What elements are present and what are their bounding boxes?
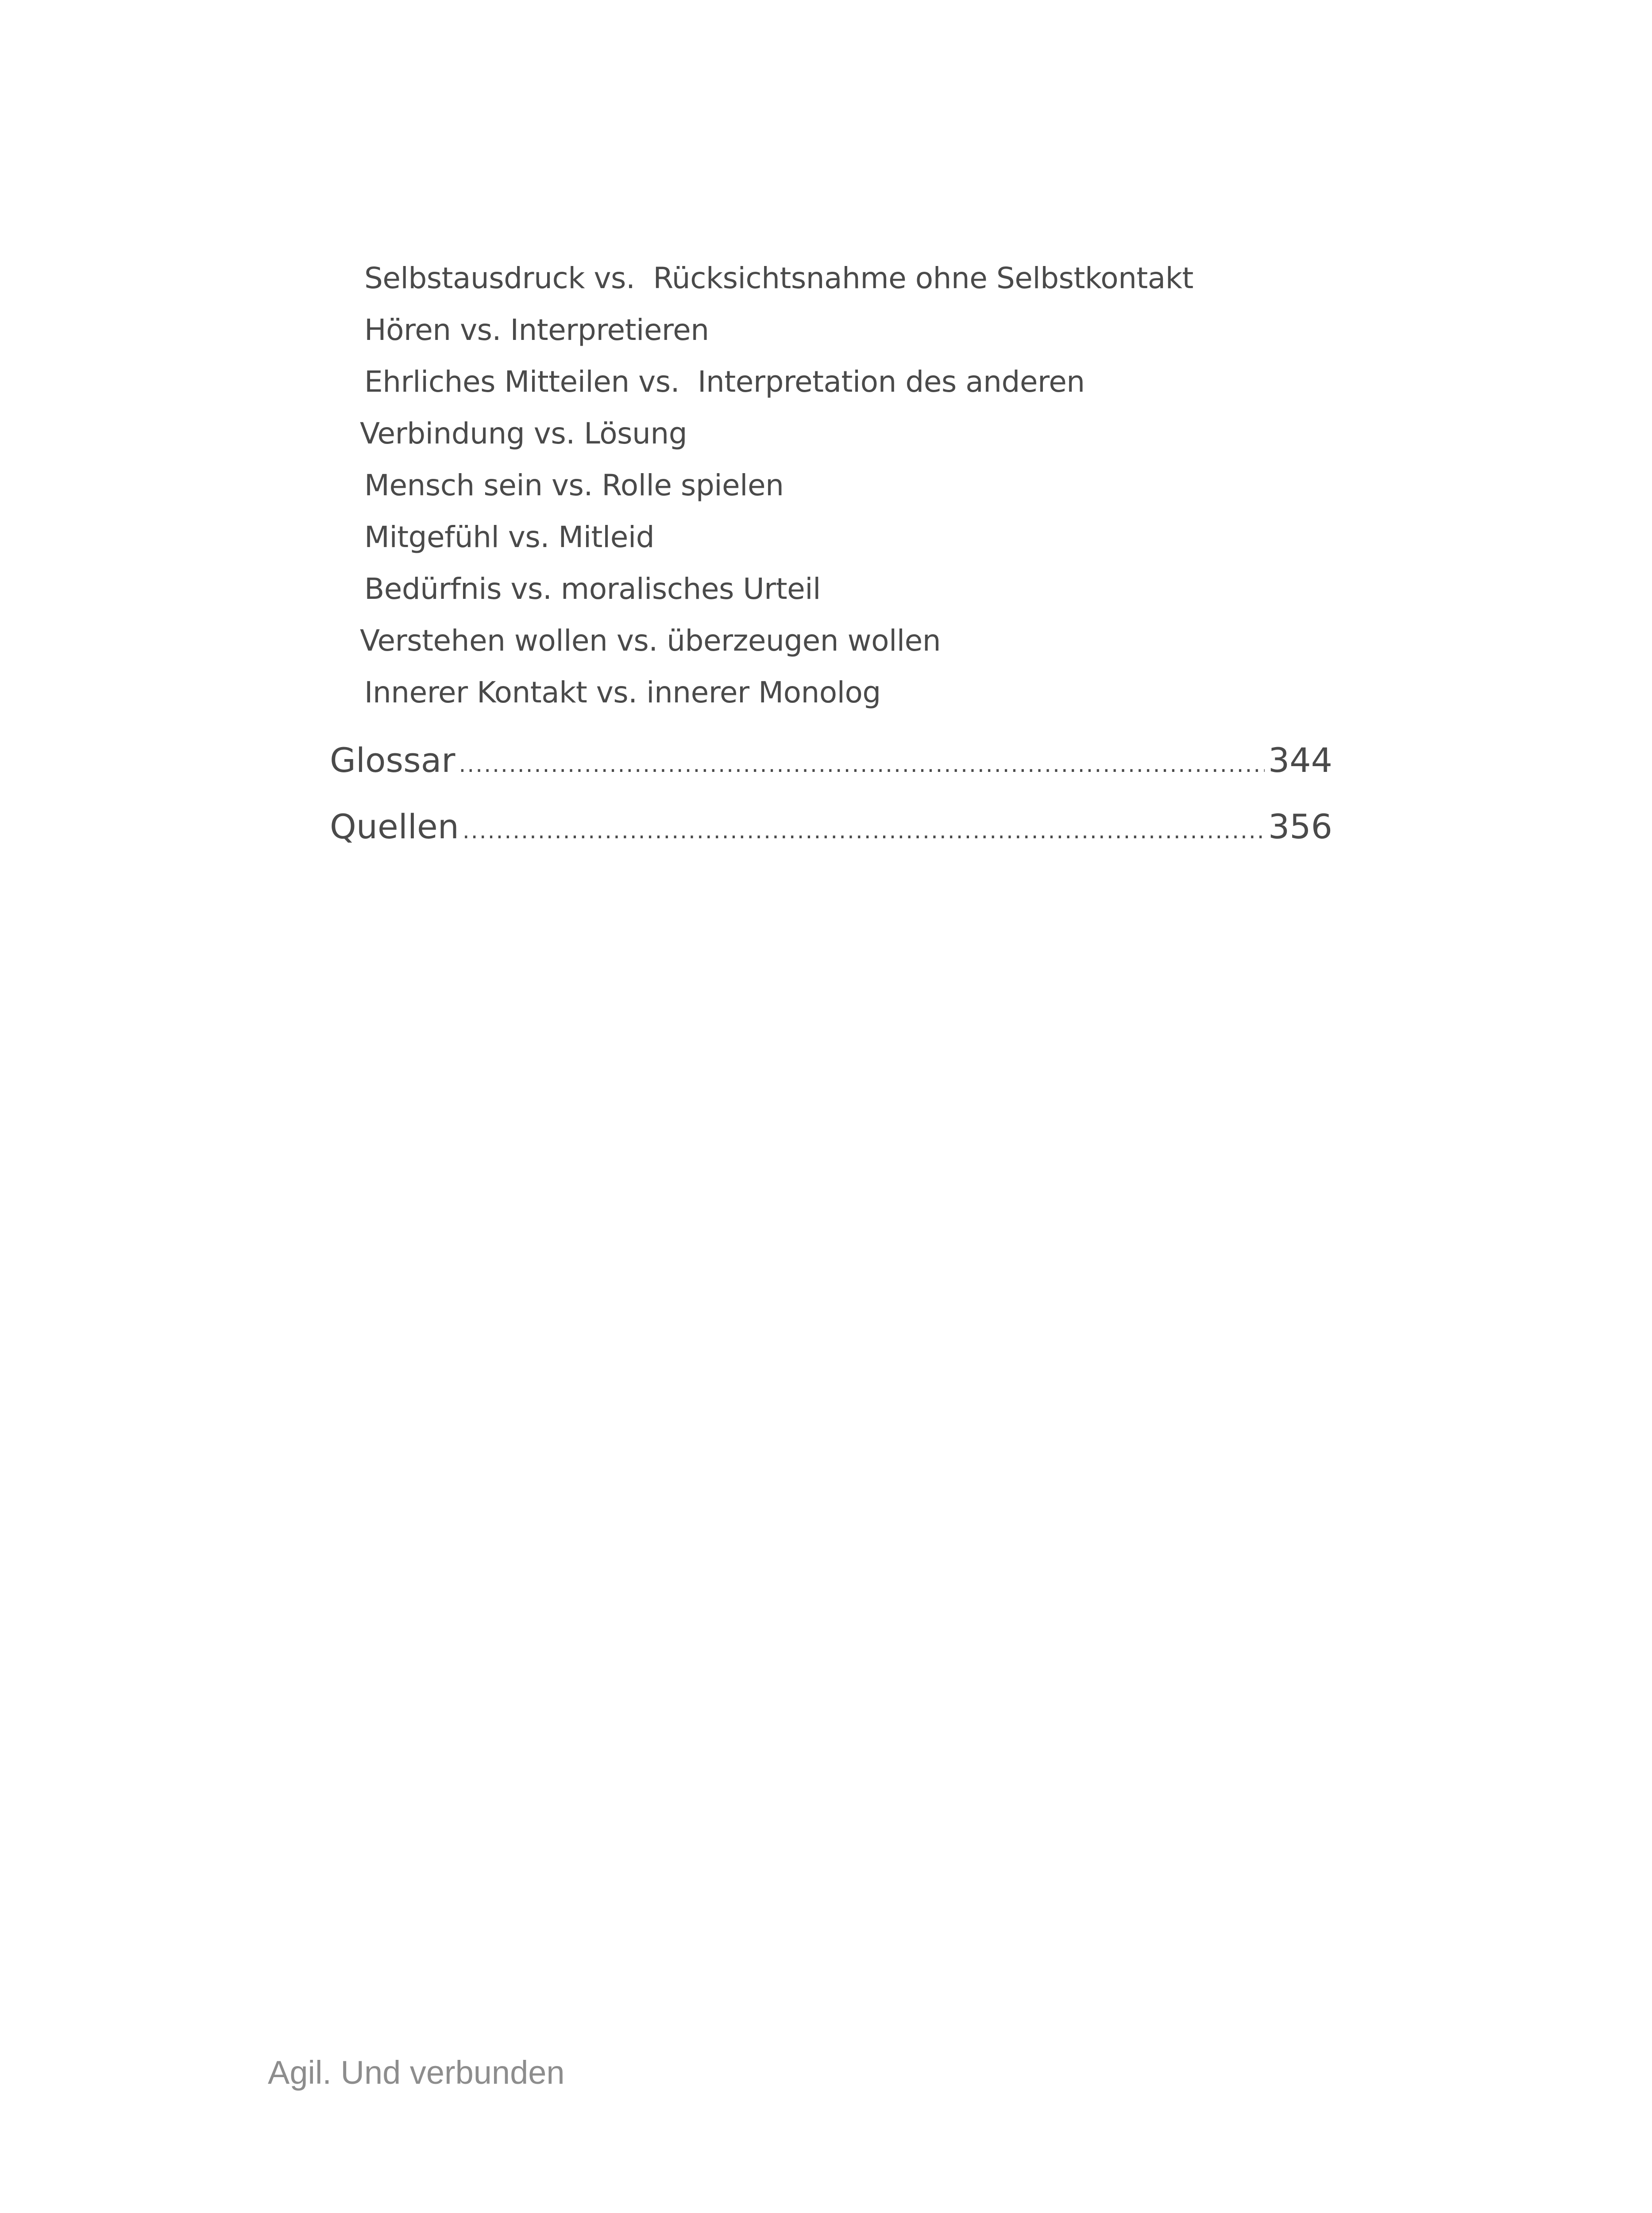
toc-sub-item: Selbstausdruck vs. Rücksichtsnahme ohne Selbstkontakt bbox=[364, 261, 1193, 295]
toc-sub-item: Verbindung vs. Lösung bbox=[360, 416, 687, 451]
toc-sub-item: Innerer Kontakt vs. innerer Monolog bbox=[364, 675, 881, 709]
running-footer: Agil. Und verbunden bbox=[268, 2054, 565, 2091]
toc-sub-list bbox=[330, 252, 1332, 718]
toc-sub-item: Bedürfnis vs. moralisches Urteil bbox=[364, 572, 821, 606]
toc-sub-item: Verstehen wollen vs. überzeugen wollen bbox=[360, 624, 941, 658]
toc-entry-page-number: 356 bbox=[1268, 807, 1332, 846]
dot-leader bbox=[459, 731, 1265, 798]
dot-leader bbox=[463, 798, 1265, 864]
toc-sub-item: Mitgefühl vs. Mitleid bbox=[364, 520, 655, 554]
toc-sub-item: Ehrliches Mitteilen vs. Interpretation des anderen bbox=[364, 365, 1085, 399]
toc-entry-label: Quellen bbox=[330, 807, 459, 846]
toc-entry-label: Glossar bbox=[330, 740, 455, 780]
toc-sub-item: Mensch sein vs. Rolle spielen bbox=[364, 468, 784, 502]
toc-entry-quellen[interactable] bbox=[330, 794, 1332, 860]
toc-entry-page-number: 344 bbox=[1268, 740, 1332, 780]
toc-entry-glossar[interactable] bbox=[330, 727, 1332, 794]
table-of-contents bbox=[330, 252, 1332, 860]
toc-sub-item: Hören vs. Interpretieren bbox=[364, 313, 709, 347]
